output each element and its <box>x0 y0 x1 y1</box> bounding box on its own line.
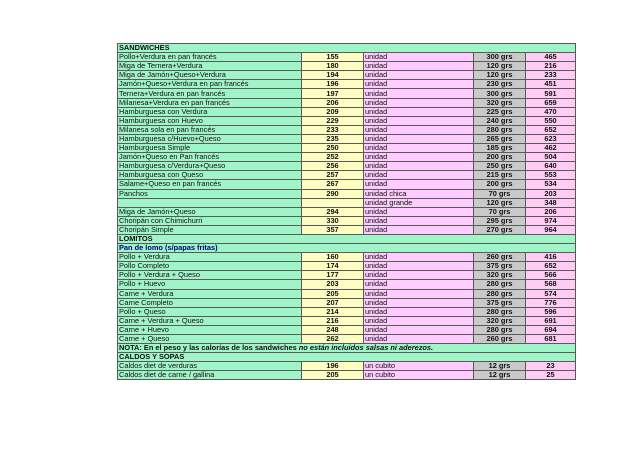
price-cell[interactable]: 262 <box>302 335 364 344</box>
calories-cell[interactable]: 416 <box>526 253 576 262</box>
calories-cell[interactable]: 203 <box>526 189 576 198</box>
section-title-row <box>118 353 576 362</box>
calories-cell[interactable]: 591 <box>526 89 576 98</box>
calories-cell[interactable]: 25 <box>526 371 576 380</box>
price-cell[interactable]: 290 <box>302 189 364 198</box>
item-name-cell[interactable]: Milanesa+Verdura en pan francés <box>118 98 302 107</box>
weight-cell[interactable]: 225 grs <box>474 107 526 116</box>
table-row <box>118 162 576 171</box>
unit-cell[interactable]: un cubito <box>364 371 474 380</box>
weight-cell[interactable]: 250 grs <box>474 162 526 171</box>
note-row <box>118 344 576 353</box>
item-name-cell[interactable]: Miga de Ternera+Verdura <box>118 62 302 71</box>
table-row <box>118 62 576 71</box>
table-row <box>118 198 576 207</box>
table-row <box>118 144 576 153</box>
item-name-cell[interactable]: Jamón+Queso+Verdura en pan francés <box>118 80 302 89</box>
price-cell[interactable]: 155 <box>302 53 364 62</box>
calories-cell[interactable]: 534 <box>526 180 576 189</box>
unit-cell[interactable]: unidad <box>364 116 474 125</box>
unit-cell[interactable]: unidad <box>364 98 474 107</box>
unit-cell[interactable]: un cubito <box>364 362 474 371</box>
weight-cell[interactable]: 280 grs <box>474 125 526 134</box>
table-row <box>118 89 576 98</box>
item-name-cell[interactable]: Carne Completo <box>118 298 302 307</box>
weight-cell[interactable]: 375 grs <box>474 262 526 271</box>
table-row <box>118 107 576 116</box>
price-cell[interactable]: 177 <box>302 271 364 280</box>
unit-cell[interactable]: unidad <box>364 207 474 216</box>
price-cell[interactable]: 257 <box>302 171 364 180</box>
calories-cell[interactable]: 216 <box>526 62 576 71</box>
calories-cell[interactable]: 465 <box>526 53 576 62</box>
item-name-cell[interactable] <box>118 198 302 207</box>
item-name-cell[interactable]: Pollo + Huevo <box>118 280 302 289</box>
table-row <box>118 253 576 262</box>
calories-cell[interactable]: 233 <box>526 71 576 80</box>
price-cell[interactable]: 207 <box>302 298 364 307</box>
table-row <box>118 298 576 307</box>
calories-cell[interactable]: 566 <box>526 271 576 280</box>
weight-cell[interactable]: 280 grs <box>474 280 526 289</box>
calories-cell[interactable]: 681 <box>526 335 576 344</box>
table-row <box>118 262 576 271</box>
price-cell[interactable]: 206 <box>302 98 364 107</box>
weight-cell[interactable]: 320 grs <box>474 316 526 325</box>
weight-cell[interactable]: 295 grs <box>474 216 526 225</box>
table-row <box>118 335 576 344</box>
price-cell[interactable]: 203 <box>302 280 364 289</box>
unit-cell[interactable]: unidad chica <box>364 189 474 198</box>
price-cell[interactable]: 160 <box>302 253 364 262</box>
weight-cell[interactable]: 70 grs <box>474 207 526 216</box>
item-name-cell[interactable]: Hamburguesa c/Huevo+Queso <box>118 134 302 143</box>
calories-cell[interactable]: 550 <box>526 116 576 125</box>
price-cell[interactable]: 233 <box>302 125 364 134</box>
calories-cell[interactable]: 206 <box>526 207 576 216</box>
price-cell[interactable]: 252 <box>302 153 364 162</box>
item-name-cell[interactable]: Hamburguesa c/Verdura+Queso <box>118 162 302 171</box>
price-cell[interactable]: 196 <box>302 362 364 371</box>
item-name-cell[interactable]: Caldos diet de verduras <box>118 362 302 371</box>
table-row <box>118 180 576 189</box>
table-row <box>118 171 576 180</box>
item-name-cell[interactable]: Hamburguesa con Verdura <box>118 107 302 116</box>
item-name-cell[interactable]: Carne + Verdura + Queso <box>118 316 302 325</box>
item-name-cell[interactable]: Carne + Verdura <box>118 289 302 298</box>
table-row <box>118 271 576 280</box>
table-row <box>118 216 576 225</box>
unit-cell[interactable]: unidad <box>364 225 474 234</box>
section-subtitle: Pan de lomo (s/papas fritas) <box>118 244 576 253</box>
weight-cell[interactable]: 280 grs <box>474 307 526 316</box>
price-cell[interactable]: 197 <box>302 89 364 98</box>
weight-cell[interactable]: 320 grs <box>474 98 526 107</box>
item-name-cell[interactable]: Miga de Jamón+Queso+Verdura <box>118 71 302 80</box>
weight-cell[interactable]: 265 grs <box>474 134 526 143</box>
unit-cell[interactable]: unidad <box>364 80 474 89</box>
weight-cell[interactable]: 70 grs <box>474 189 526 198</box>
weight-cell[interactable]: 12 grs <box>474 371 526 380</box>
section-title: CALDOS Y SOPAS <box>118 353 576 362</box>
table-row <box>118 153 576 162</box>
price-cell[interactable]: 174 <box>302 262 364 271</box>
unit-cell[interactable]: unidad <box>364 316 474 325</box>
table-row <box>118 362 576 371</box>
section-title: LOMITOS <box>118 234 576 243</box>
item-name-cell[interactable]: Choripán Simple <box>118 225 302 234</box>
calories-cell[interactable]: 691 <box>526 316 576 325</box>
calories-cell[interactable]: 964 <box>526 225 576 234</box>
unit-cell[interactable]: unidad <box>364 253 474 262</box>
price-cell[interactable]: 250 <box>302 144 364 153</box>
unit-cell[interactable]: unidad <box>364 298 474 307</box>
weight-cell[interactable]: 230 grs <box>474 80 526 89</box>
price-cell[interactable]: 248 <box>302 325 364 334</box>
item-name-cell[interactable]: Carne + Huevo <box>118 325 302 334</box>
table-row <box>118 325 576 334</box>
item-name-cell[interactable]: Caldos diet de carne / gallina <box>118 371 302 380</box>
item-name-cell[interactable]: Milanesa sola en pan francés <box>118 125 302 134</box>
price-cell[interactable]: 330 <box>302 216 364 225</box>
weight-cell[interactable]: 120 grs <box>474 198 526 207</box>
calories-cell[interactable]: 553 <box>526 171 576 180</box>
nutrition-table <box>117 43 576 380</box>
price-cell[interactable]: 229 <box>302 116 364 125</box>
calories-cell[interactable]: 652 <box>526 262 576 271</box>
item-name-cell[interactable]: Choripán con Chimichurri <box>118 216 302 225</box>
unit-cell[interactable]: unidad <box>364 271 474 280</box>
section-title-row <box>118 44 576 53</box>
table-row <box>118 371 576 380</box>
item-name-cell[interactable]: Pollo + Verdura <box>118 253 302 262</box>
item-name-cell[interactable]: Pollo Completo <box>118 262 302 271</box>
calories-cell[interactable]: 462 <box>526 144 576 153</box>
item-name-cell[interactable]: Jamón+Queso en Pan francés <box>118 153 302 162</box>
table-row <box>118 280 576 289</box>
price-cell[interactable]: 357 <box>302 225 364 234</box>
price-cell[interactable]: 205 <box>302 289 364 298</box>
item-name-cell[interactable]: Salame+Queso en pan francés <box>118 180 302 189</box>
unit-cell[interactable]: unidad <box>364 335 474 344</box>
weight-cell[interactable]: 200 grs <box>474 153 526 162</box>
price-cell[interactable]: 196 <box>302 80 364 89</box>
price-cell[interactable]: 294 <box>302 207 364 216</box>
unit-cell[interactable]: unidad <box>364 89 474 98</box>
weight-cell[interactable]: 280 grs <box>474 325 526 334</box>
table-body <box>118 44 576 380</box>
calories-cell[interactable]: 659 <box>526 98 576 107</box>
calories-cell[interactable]: 568 <box>526 280 576 289</box>
unit-cell[interactable]: unidad grande <box>364 198 474 207</box>
price-cell[interactable]: 216 <box>302 316 364 325</box>
unit-cell[interactable]: unidad <box>364 262 474 271</box>
unit-cell[interactable]: unidad <box>364 325 474 334</box>
calories-cell[interactable]: 974 <box>526 216 576 225</box>
price-cell[interactable] <box>302 198 364 207</box>
price-cell[interactable]: 194 <box>302 71 364 80</box>
note-text: NOTA: En el peso y las calorías de los sandwiches <box>119 343 299 353</box>
price-cell[interactable]: 180 <box>302 62 364 71</box>
calories-cell[interactable]: 451 <box>526 80 576 89</box>
calories-cell[interactable]: 694 <box>526 325 576 334</box>
unit-cell[interactable]: unidad <box>364 280 474 289</box>
weight-cell[interactable]: 260 grs <box>474 335 526 344</box>
weight-cell[interactable]: 215 grs <box>474 171 526 180</box>
section-title-row <box>118 234 576 243</box>
section-subtitle-row <box>118 244 576 253</box>
table-row <box>118 316 576 325</box>
weight-cell[interactable]: 320 grs <box>474 271 526 280</box>
table-row <box>118 189 576 198</box>
table-row <box>118 71 576 80</box>
unit-cell[interactable]: unidad <box>364 134 474 143</box>
calories-cell[interactable]: 776 <box>526 298 576 307</box>
weight-cell[interactable]: 375 grs <box>474 298 526 307</box>
price-cell[interactable]: 267 <box>302 180 364 189</box>
unit-cell[interactable]: unidad <box>364 62 474 71</box>
table-row <box>118 53 576 62</box>
unit-cell[interactable]: unidad <box>364 162 474 171</box>
price-cell[interactable]: 235 <box>302 134 364 143</box>
table-row <box>118 289 576 298</box>
item-name-cell[interactable]: Miga de Jamón+Queso <box>118 207 302 216</box>
weight-cell[interactable]: 200 grs <box>474 180 526 189</box>
weight-cell[interactable]: 260 grs <box>474 253 526 262</box>
calories-cell[interactable]: 574 <box>526 289 576 298</box>
weight-cell[interactable]: 120 grs <box>474 62 526 71</box>
table-row <box>118 134 576 143</box>
unit-cell[interactable]: unidad <box>364 107 474 116</box>
price-cell[interactable]: 205 <box>302 371 364 380</box>
calories-cell[interactable]: 640 <box>526 162 576 171</box>
price-cell[interactable]: 209 <box>302 107 364 116</box>
item-name-cell[interactable]: Pollo + Verdura + Queso <box>118 271 302 280</box>
item-name-cell[interactable]: Carne + Queso <box>118 335 302 344</box>
section-title: SANDWICHES <box>118 44 576 53</box>
table-row <box>118 98 576 107</box>
unit-cell[interactable]: unidad <box>364 289 474 298</box>
item-name-cell[interactable]: Hamburguesa con Huevo <box>118 116 302 125</box>
unit-cell[interactable]: unidad <box>364 307 474 316</box>
calories-cell[interactable]: 504 <box>526 153 576 162</box>
calories-cell[interactable]: 470 <box>526 107 576 116</box>
weight-cell[interactable]: 185 grs <box>474 144 526 153</box>
calories-cell[interactable]: 348 <box>526 198 576 207</box>
unit-cell[interactable]: unidad <box>364 180 474 189</box>
price-cell[interactable]: 214 <box>302 307 364 316</box>
table-row <box>118 207 576 216</box>
unit-cell[interactable]: unidad <box>364 53 474 62</box>
table-row <box>118 116 576 125</box>
item-name-cell[interactable]: Panchos <box>118 189 302 198</box>
unit-cell[interactable]: unidad <box>364 125 474 134</box>
calories-cell[interactable]: 23 <box>526 362 576 371</box>
weight-cell[interactable]: 270 grs <box>474 225 526 234</box>
weight-cell[interactable]: 240 grs <box>474 116 526 125</box>
item-name-cell[interactable]: Pollo+Verdura en pan francés <box>118 53 302 62</box>
note-cell <box>118 344 576 353</box>
table-row <box>118 80 576 89</box>
weight-cell[interactable]: 280 grs <box>474 289 526 298</box>
note-emphasis: no están incluidos salsas ni aderezos. <box>298 343 434 353</box>
weight-cell[interactable]: 300 grs <box>474 53 526 62</box>
table-row <box>118 225 576 234</box>
unit-cell[interactable]: unidad <box>364 71 474 80</box>
item-name-cell[interactable]: Pollo + Queso <box>118 307 302 316</box>
table-row <box>118 125 576 134</box>
price-cell[interactable]: 256 <box>302 162 364 171</box>
weight-cell[interactable]: 120 grs <box>474 71 526 80</box>
weight-cell[interactable]: 12 grs <box>474 362 526 371</box>
unit-cell[interactable]: unidad <box>364 144 474 153</box>
table-row <box>118 307 576 316</box>
calories-cell[interactable]: 652 <box>526 125 576 134</box>
weight-cell[interactable]: 300 grs <box>474 89 526 98</box>
unit-cell[interactable]: unidad <box>364 171 474 180</box>
item-name-cell[interactable]: Ternera+Verdura en pan francés <box>118 89 302 98</box>
calories-cell[interactable]: 596 <box>526 307 576 316</box>
unit-cell[interactable]: unidad <box>364 216 474 225</box>
item-name-cell[interactable]: Hamburguesa con Queso <box>118 171 302 180</box>
calories-cell[interactable]: 623 <box>526 134 576 143</box>
unit-cell[interactable]: unidad <box>364 153 474 162</box>
item-name-cell[interactable]: Hamburguesa Simple <box>118 144 302 153</box>
